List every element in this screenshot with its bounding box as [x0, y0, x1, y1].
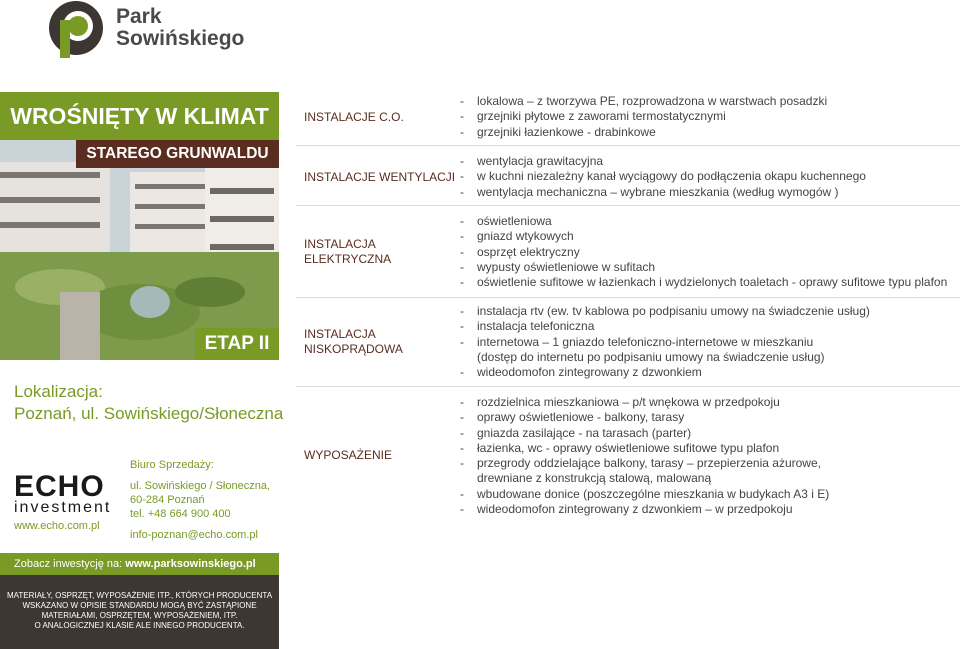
list-item: - internetowa – 1 gniazdo telefoniczno-internetowe w mieszkaniu: [460, 334, 814, 349]
list-item-text: gniazda zasilające - na tarasach (parter): [477, 425, 692, 440]
list-item-text: przegrody oddzielające balkony, tarasy – przepierzenia ażurowe,: [477, 456, 821, 471]
list-item: - gniazd wtykowych: [460, 229, 574, 244]
echo-logo: ECHO: [14, 470, 105, 503]
list-item-text: wypusty oświetleniowe w sufitach: [477, 259, 656, 274]
list-item: - osprzęt elektryczny: [460, 244, 580, 259]
office-phone[interactable]: tel. +48 664 900 400: [130, 508, 231, 520]
list-item: - oprawy oświetleniowe - balkony, tarasy: [460, 410, 685, 425]
section-label-line: ELEKTRYCZNA: [304, 252, 392, 266]
office-email[interactable]: info-poznan@echo.com.pl: [130, 529, 258, 541]
list-item-continuation: [460, 350, 870, 365]
list-item-text: gniazd wtykowych: [477, 229, 574, 244]
section-label-equipment: WYPOSAŻENIE: [304, 448, 393, 462]
list-item: - łazienka, wc - oprawy oświetleniowe sufitowe typu plafon: [460, 440, 780, 455]
list-item-text: instalacja rtv (ew. tv kablowa po podpisaniu umowy na świadczenie usług): [477, 304, 870, 318]
list-item: - przegrody oddzielające balkony, tarasy – przepierzenia ażurowe,: [460, 456, 821, 471]
list-item: - wypusty oświetleniowe w sufitach: [460, 259, 656, 274]
brand-logo: [48, 0, 268, 62]
divider: [296, 205, 960, 206]
location-value: Poznań, ul. Sowińskiego/Słoneczna: [14, 404, 284, 423]
section-equipment: [460, 395, 829, 517]
list-item-text: (dostęp do internetu po podpisaniu umowy na świadczenie usług): [477, 349, 825, 364]
list-item-text: w kuchni niezależny kanał wyciągowy do podłączenia okapu kuchennego: [477, 169, 866, 184]
brand-name-line2: Sowińskiego: [116, 27, 245, 50]
list-item: - instalacja telefoniczna: [460, 319, 595, 334]
hero-subtitle: STAREGO GRUNWALDU: [76, 140, 279, 168]
list-item-text: oświetlenie sufitowe w łazienkach i wydzielonych toaletach - oprawy sufitowe typu plafon: [477, 275, 948, 290]
disclaimer-line: MATERIAŁAMI, OSPRZĘTEM, WYPOSAŻENIEM, ITP.: [41, 611, 238, 620]
hero-title: WROŚNIĘTY W KLIMAT: [0, 92, 279, 140]
divider: [296, 386, 960, 387]
brand-name-line1: Park: [116, 5, 162, 28]
section-label-low-voltage: [304, 327, 403, 357]
sales-office: [130, 458, 270, 542]
list-item-text: wentylacja grawitacyjna: [477, 154, 604, 168]
list-item-text: wideodomofon zintegrowany z dzwonkiem: [477, 365, 702, 380]
list-item: - grzejniki płytowe z zaworami termostatycznymi: [460, 109, 726, 124]
stage-badge: ETAP II: [195, 328, 279, 360]
list-item: - rozdzielnica mieszkaniowa – p/t wnękowa w przedpokoju: [460, 395, 780, 409]
list-item-continuation: [460, 471, 829, 486]
section-label-co: INSTALACJE C.O.: [304, 110, 404, 124]
list-item-text: grzejniki łazienkowe - drabinkowe: [477, 124, 656, 139]
list-item-text: grzejniki płytowe z zaworami termostatycznymi: [477, 109, 726, 124]
cta-prefix: Zobacz inwestycję na:: [14, 558, 126, 570]
list-item-text: instalacja telefoniczna: [477, 319, 595, 334]
section-label-line: NISKOPRĄDOWA: [304, 342, 403, 356]
cta-link[interactable]: www.parksowinskiego.pl: [125, 558, 256, 570]
list-item-text: łazienka, wc - oprawy oświetleniowe sufitowe typu plafon: [477, 440, 780, 455]
hero-rendering: [0, 92, 279, 360]
brand-name: [116, 6, 244, 50]
list-item: - oświetleniowa: [460, 214, 552, 228]
section-label-ventilation: INSTALACJE WENTYLACJI: [304, 170, 456, 184]
office-address2: 60-284 Poznań: [130, 494, 205, 506]
office-title: Biuro Sprzedaży:: [130, 459, 214, 471]
section-label-line: INSTALACJA: [304, 327, 376, 341]
section-label-line: INSTALACJA: [304, 237, 376, 251]
list-item: - wentylacja mechaniczna – wybrane mieszkania (według wymogów ): [460, 184, 839, 199]
divider: [296, 145, 960, 146]
list-item: - grzejniki łazienkowe - drabinkowe: [460, 124, 656, 139]
list-item: - instalacja rtv (ew. tv kablowa po podpisaniu umowy na świadczenie usług): [460, 304, 870, 318]
section-ventilation: [460, 154, 866, 200]
list-item: - gniazda zasilające - na tarasach (parter): [460, 425, 692, 440]
echo-logo-sub: investment: [14, 499, 112, 516]
developer-url[interactable]: www.echo.com.pl: [14, 520, 100, 532]
list-item: - oświetlenie sufitowe w łazienkach i wydzielonych toaletach - oprawy sufitowe typu plafon: [460, 275, 948, 290]
list-item-text: oprawy oświetleniowe - balkony, tarasy: [477, 410, 685, 425]
list-item-text: osprzęt elektryczny: [477, 244, 580, 259]
list-item-text: wideodomofon zintegrowany z dzwonkiem – w przedpokoju: [477, 502, 793, 517]
section-low-voltage: [460, 304, 870, 380]
list-item-text: rozdzielnica mieszkaniowa – p/t wnękowa w przedpokoju: [477, 395, 780, 409]
list-item: - wideodomofon zintegrowany z dzwonkiem – w przedpokoju: [460, 502, 793, 517]
section-label-electrical: [304, 237, 391, 267]
list-item-text: wentylacja mechaniczna – wybrane mieszkania (według wymogów ): [477, 184, 839, 199]
list-item: - lokalowa – z tworzywa PE, rozprowadzona w warstwach posadzki: [460, 94, 828, 108]
website-cta: [0, 553, 279, 575]
location-label: Lokalizacja:: [14, 382, 103, 401]
list-item-text: lokalowa – z tworzywa PE, rozprowadzona w warstwach posadzki: [477, 94, 828, 108]
list-item-text: oświetleniowa: [477, 214, 552, 228]
list-item: - w kuchni niezależny kanał wyciągowy do podłączenia okapu kuchennego: [460, 169, 866, 184]
list-item: - wentylacja grawitacyjna: [460, 154, 604, 168]
park-logo-icon: [48, 0, 108, 60]
disclaimer-line: WSKAZANO W OPISIE STANDARDU MOGĄ BYĆ ZASTĄPIONE: [22, 601, 257, 610]
section-co: [460, 94, 827, 140]
list-item-text: drewniane z konstrukcją stalową, malowaną: [477, 471, 712, 486]
office-address1: ul. Sowińskiego / Słoneczna,: [130, 480, 271, 492]
list-item: - wideodomofon zintegrowany z dzwonkiem: [460, 365, 702, 380]
list-item-text: internetowa – 1 gniazdo telefoniczno-internetowe w mieszkaniu: [477, 334, 814, 349]
disclaimer-line: MATERIAŁY, OSPRZĘT, WYPOSAŻENIE ITP., KTÓRYCH PRODUCENTA: [6, 591, 273, 600]
list-item: - wbudowane donice (poszczególne mieszkania w budykach A3 i E): [460, 486, 830, 501]
section-electrical: [460, 214, 947, 290]
list-item-text: wbudowane donice (poszczególne mieszkania w budykach A3 i E): [477, 486, 830, 501]
disclaimer-line: O ANALOGICZNEJ KLASIE ALE INNEGO PRODUCENTA.: [34, 621, 245, 630]
divider: [296, 297, 960, 298]
disclaimer: [0, 575, 279, 649]
